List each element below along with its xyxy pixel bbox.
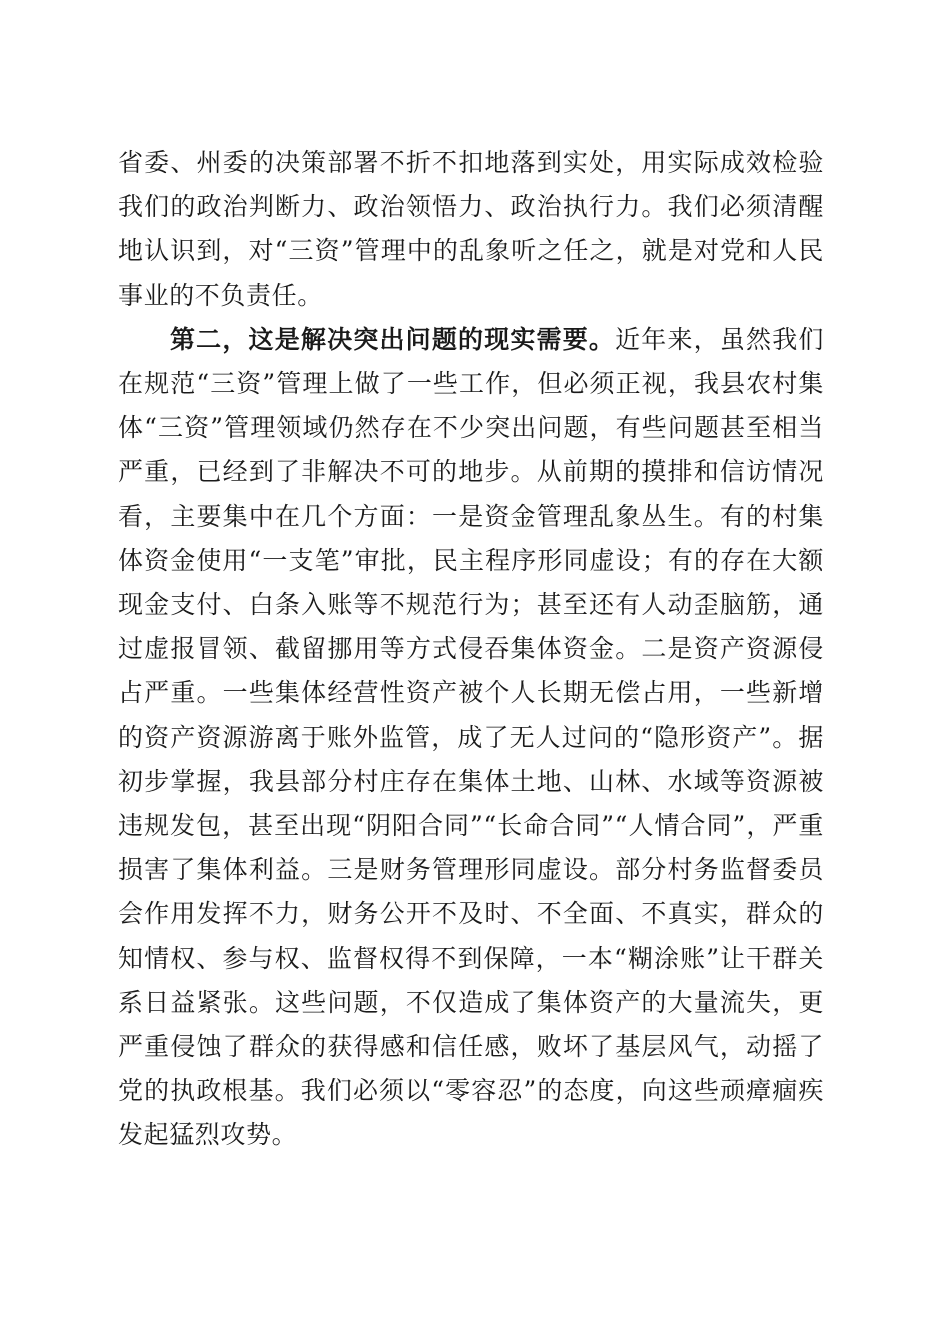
paragraph-body: 近年来，虽然我们在规范“三资”管理上做了一些工作，但必须正视，我县农村集体“三资”管理领域仍然存在不少突出问题，有些问题甚至相当严重，已经到了非解决不可的地步。从前期的摸排和信访情况看，主要集中在几个方面：一是资金管理乱象丛生。有的村集体资金使用“一支笔”审批，民主程序形同虚设；有的存在大额现金支付、白条入账等不规范行为；甚至还有人动歪脑筋，通过虚报冒领、截留挪用等方式侵吞集体资金。二是资产资源侵占严重。一些集体经营性资产被个人长期无偿占用，一些新增的资产资源游离于账外监管，成了无人过问的“隐形资产”。据初步掌握，我县部分村庄存在集体土地、山林、水域等资源被违规发包，甚至出现“阴阳合同”“长命合同”“人情合同”，严重损害了集体利益。三是财务管理形同虚设。部分村务监督委员会作用发挥不力，财务公开不及时、不全面、不真实，群众的知情权、参与权、监督权得不到保障，一本“糊涂账”让干群关系日益紧张。这些问题，不仅造成了集体资产的大量流失，更严重侵蚀了群众的获得感和信任感，败坏了基层风气，动摇了党的执政根基。我们必须以“零容忍”的态度，向这些顽瘴痼疾发起猛烈攻势。	[118, 324, 824, 1150]
paragraph-second-point	[118, 318, 824, 1158]
document-body	[118, 141, 824, 1158]
paragraph-continued: 省委、州委的决策部署不折不扣地落到实处，用实际成效检验我们的政治判断力、政治领悟力、政治执行力。我们必须清醒地认识到，对“三资”管理中的乱象听之任之，就是对党和人民事业的不负责任。	[118, 148, 824, 310]
paragraph-heading: 第二，这是解决突出问题的现实需要。	[170, 324, 616, 354]
